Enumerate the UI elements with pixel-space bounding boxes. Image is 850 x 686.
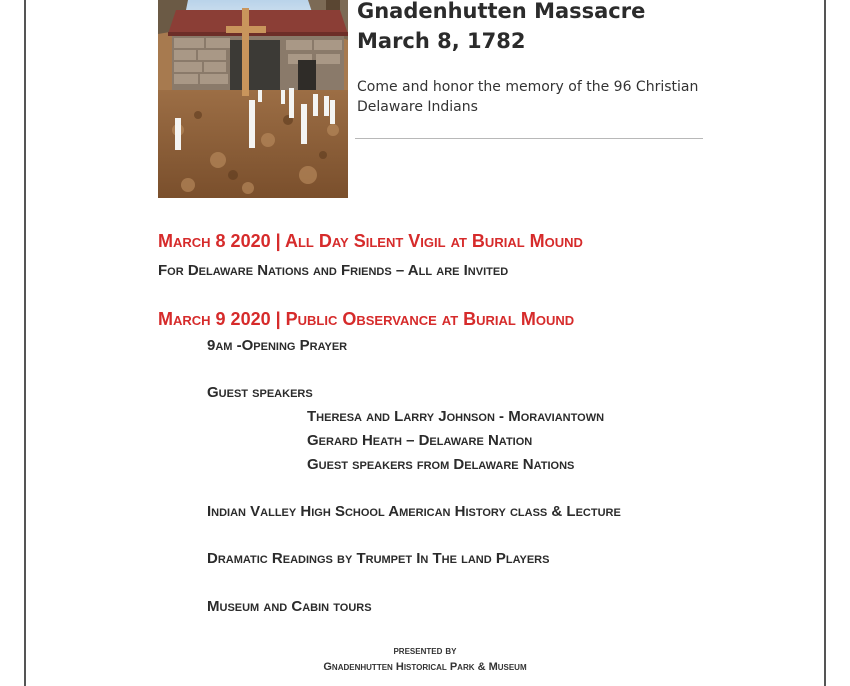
organization-name: Gnadenhutten Historical Park & Museum: [323, 661, 527, 673]
invitation-text: Come and honor the memory of the 96 Christian Delaware Indians: [357, 79, 699, 115]
event-title: Gnadenhutten Massacre: [357, 0, 646, 23]
presented-by: presented by: [393, 645, 457, 657]
readings-item: Dramatic Readings by Trumpet In The land Players: [207, 550, 550, 567]
day1-heading: March 8 2020 | All Day Silent Vigil at Burial Mound: [158, 231, 583, 251]
speaker-item: Gerard Heath – Delaware Nation: [307, 432, 533, 449]
day2-heading: March 9 2020 | Public Observance at Burial Mound: [158, 309, 575, 329]
guest-speakers-label: Guest speakers: [207, 384, 313, 401]
event-date: March 8, 1782: [357, 29, 526, 53]
tours-item: Museum and Cabin tours: [207, 598, 372, 615]
opening-prayer: 9am -Opening Prayer: [207, 337, 348, 354]
day1-subheading: For Delaware Nations and Friends – All are Invited: [158, 262, 509, 279]
speaker-item: Theresa and Larry Johnson - Moraviantown: [307, 408, 605, 425]
speaker-item: Guest speakers from Delaware Nations: [307, 456, 575, 473]
memorial-photo: [158, 0, 348, 198]
divider: [355, 138, 703, 139]
lecture-item: Indian Valley High School American History class & Lecture: [207, 503, 621, 520]
